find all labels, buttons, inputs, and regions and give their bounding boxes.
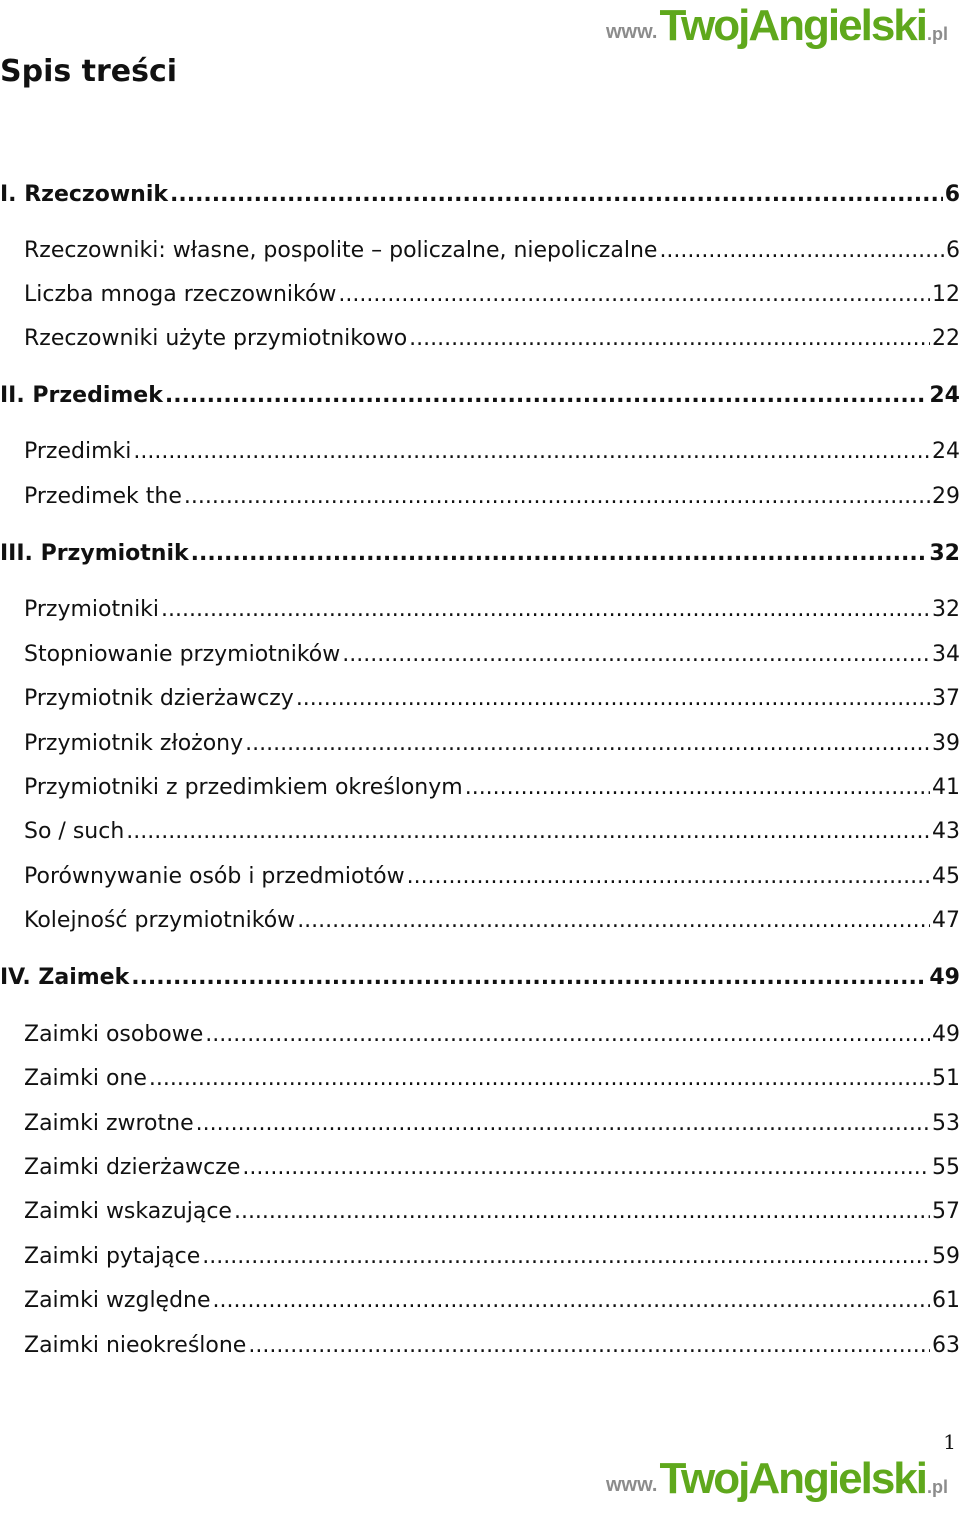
toc-dot-leader <box>149 1066 930 1091</box>
toc-dot-leader <box>296 686 930 711</box>
toc-section-entry[interactable] <box>24 642 960 667</box>
toc-page-number: 45 <box>932 864 960 889</box>
toc-dot-leader <box>465 775 930 800</box>
toc-dot-leader <box>191 541 928 566</box>
toc-entry-title: Liczba mnoga rzeczowników <box>24 282 337 307</box>
toc-dot-leader <box>126 819 930 844</box>
toc-page-number: 51 <box>932 1066 960 1091</box>
toc-entry-title: Zaimki pytające <box>24 1244 201 1269</box>
toc-entry-title: So / such <box>24 819 125 844</box>
toc-section-entry[interactable] <box>24 1155 960 1180</box>
toc-page-number: 63 <box>932 1333 960 1358</box>
toc-dot-leader <box>184 484 930 509</box>
toc-page-number: 34 <box>932 642 960 667</box>
site-logo-bottom <box>605 1454 948 1503</box>
toc-entry-title: III. Przymiotnik <box>0 541 189 566</box>
toc-section-entry[interactable] <box>24 775 960 800</box>
toc-page-number: 53 <box>932 1111 960 1136</box>
toc-section-entry[interactable] <box>24 597 960 622</box>
toc-page-number: 59 <box>932 1244 960 1269</box>
toc-dot-leader <box>248 1333 930 1358</box>
toc-dot-leader <box>133 439 930 464</box>
toc-entry-title: I. Rzeczownik <box>0 182 168 207</box>
page-title: Spis treści <box>0 54 178 89</box>
toc-page-number: 29 <box>932 484 960 509</box>
toc-entry-title: Zaimki wskazujące <box>24 1199 232 1224</box>
toc-dot-leader <box>202 1244 930 1269</box>
toc-section-entry[interactable] <box>24 908 960 933</box>
toc-page-number: 12 <box>932 282 960 307</box>
toc-dot-leader <box>242 1155 930 1180</box>
toc-entry-title: Kolejność przymiotników <box>24 908 296 933</box>
toc-entry-title: Zaimki osobowe <box>24 1022 204 1047</box>
toc-dot-leader <box>165 383 928 408</box>
logo-tld: .pl <box>927 1477 948 1497</box>
page-number: 1 <box>943 1430 956 1454</box>
toc-section-entry[interactable] <box>24 1288 960 1313</box>
toc-page-number: 32 <box>932 597 960 622</box>
logo-www: www. <box>605 21 658 43</box>
toc-dot-leader <box>213 1288 930 1313</box>
toc-page-number: 6 <box>946 238 960 263</box>
toc-page-number: 61 <box>932 1288 960 1313</box>
toc-entry-title: Rzeczowniki użyte przymiotnikowo <box>24 326 408 351</box>
toc-page-number: 57 <box>932 1199 960 1224</box>
toc-entry-title: Rzeczowniki: własne, pospolite – policzalne, niepoliczalne <box>24 238 658 263</box>
logo-www: www. <box>605 1474 658 1496</box>
toc-dot-leader <box>659 238 944 263</box>
logo-brand: TwojAngielski <box>659 1454 926 1503</box>
toc-page-number: 49 <box>929 965 960 990</box>
toc-page-number: 39 <box>932 731 960 756</box>
toc-section-entry[interactable] <box>24 1333 960 1358</box>
toc-dot-leader <box>170 182 943 207</box>
toc-dot-leader <box>234 1199 930 1224</box>
toc-dot-leader <box>297 908 930 933</box>
toc-dot-leader <box>205 1022 930 1047</box>
logo-tld: .pl <box>927 24 948 44</box>
toc-section-entry[interactable] <box>24 731 960 756</box>
toc-chapter-entry[interactable] <box>0 541 960 566</box>
toc-entry-title: Przymiotniki <box>24 597 160 622</box>
logo-brand: TwojAngielski <box>659 1 926 50</box>
toc-entry-title: Zaimki dzierżawcze <box>24 1155 241 1180</box>
toc-section-entry[interactable] <box>24 686 960 711</box>
toc-dot-leader <box>196 1111 930 1136</box>
toc-entry-title: II. Przedimek <box>0 383 163 408</box>
toc-page-number: 24 <box>929 383 960 408</box>
toc-page-number: 24 <box>932 439 960 464</box>
toc-dot-leader <box>245 731 930 756</box>
toc-entry-title: Porównywanie osób i przedmiotów <box>24 864 405 889</box>
toc-entry-title: Przedimek the <box>24 484 182 509</box>
toc-chapter-entry[interactable] <box>0 182 960 207</box>
toc-entry-title: Stopniowanie przymiotników <box>24 642 341 667</box>
toc-entry-title: Przymiotnik dzierżawczy <box>24 686 294 711</box>
toc-section-entry[interactable] <box>24 326 960 351</box>
toc-page-number: 22 <box>932 326 960 351</box>
toc-page-number: 55 <box>932 1155 960 1180</box>
toc-dot-leader <box>409 326 930 351</box>
toc-page-number: 41 <box>932 775 960 800</box>
toc-section-entry[interactable] <box>24 484 960 509</box>
toc-dot-leader <box>407 864 930 889</box>
toc-page-number: 47 <box>932 908 960 933</box>
toc-section-entry[interactable] <box>24 819 960 844</box>
toc-dot-leader <box>338 282 930 307</box>
toc-page-number: 32 <box>929 541 960 566</box>
toc-chapter-entry[interactable] <box>0 383 960 408</box>
toc-entry-title: Przymiotnik złożony <box>24 731 244 756</box>
toc-entry-title: Zaimki zwrotne <box>24 1111 194 1136</box>
toc-entry-title: Przymiotniki z przedimkiem określonym <box>24 775 463 800</box>
toc-dot-leader <box>342 642 930 667</box>
toc-section-entry[interactable] <box>24 1111 960 1136</box>
toc-entry-title: Zaimki nieokreślone <box>24 1333 247 1358</box>
toc-page-number: 37 <box>932 686 960 711</box>
toc-chapter-entry[interactable] <box>0 965 960 990</box>
toc-entry-title: Zaimki względne <box>24 1288 211 1313</box>
toc-section-entry[interactable] <box>24 282 960 307</box>
toc-section-entry[interactable] <box>24 238 960 263</box>
toc-page-number: 43 <box>932 819 960 844</box>
toc-entry-title: Zaimki one <box>24 1066 147 1091</box>
toc-section-entry[interactable] <box>24 439 960 464</box>
toc-page-number: 49 <box>932 1022 960 1047</box>
toc-entry-title: IV. Zaimek <box>0 965 130 990</box>
toc-dot-leader <box>131 965 927 990</box>
toc-section-entry[interactable] <box>24 864 960 889</box>
toc-section-entry[interactable] <box>24 1244 960 1269</box>
toc-section-entry[interactable] <box>24 1199 960 1224</box>
toc-dot-leader <box>161 597 930 622</box>
toc-page-number: 6 <box>944 182 960 207</box>
toc-entry-title: Przedimki <box>24 439 132 464</box>
toc-section-entry[interactable] <box>24 1066 960 1091</box>
toc-section-entry[interactable] <box>24 1022 960 1047</box>
